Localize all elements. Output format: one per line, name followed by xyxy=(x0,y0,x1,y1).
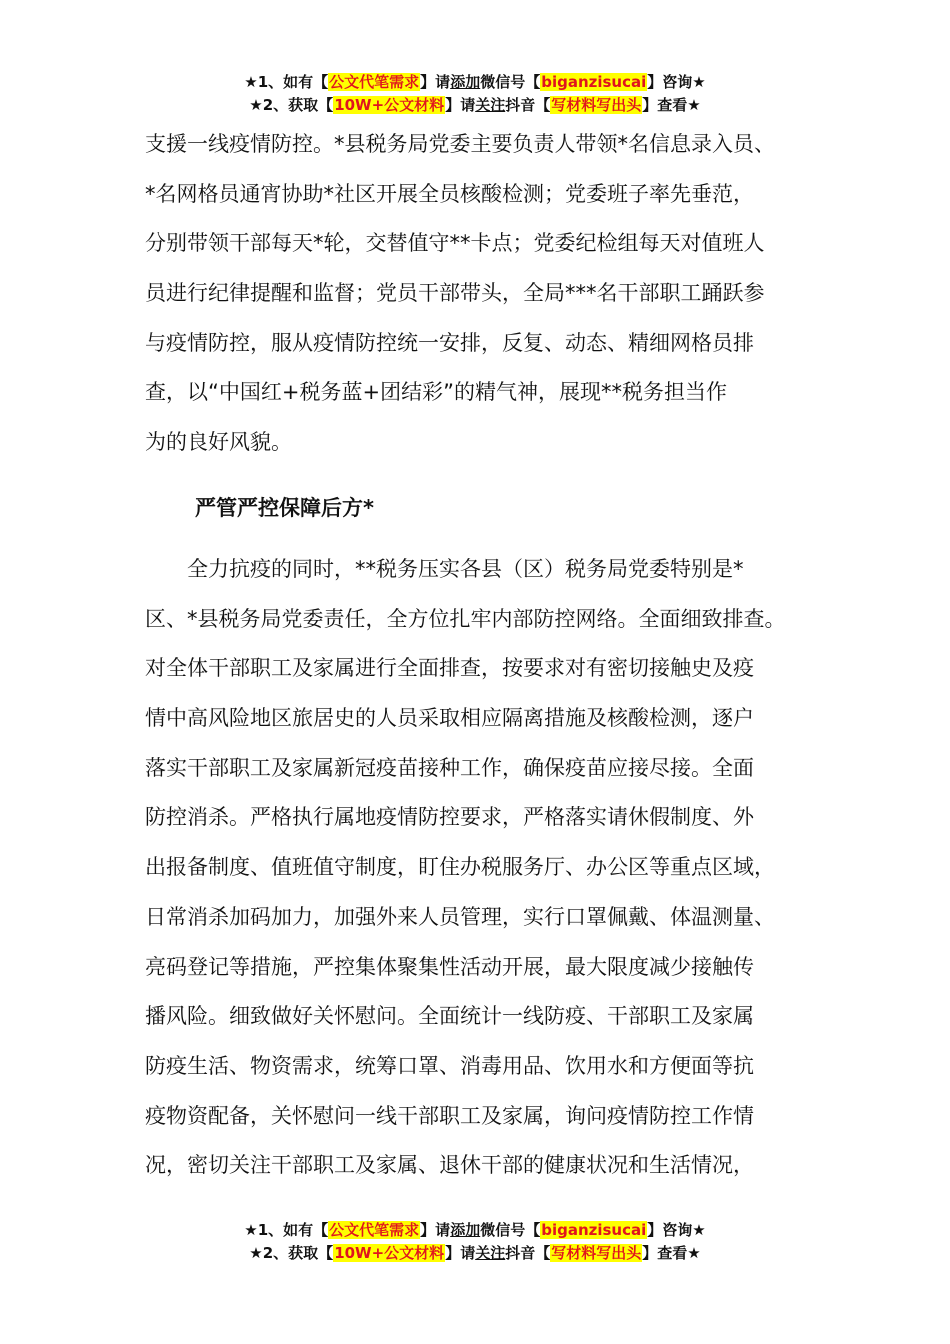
banner-text: ★1、如有【 xyxy=(244,1221,329,1239)
text-line: 支援一线疫情防控。*县税务局党委主要负责人带领*名信息录入员、 xyxy=(145,132,775,156)
text-line: 全力抗疫的同时，**税务压实各县（区）税务局党委特别是* xyxy=(145,557,744,581)
banner-text: 】请 xyxy=(420,1221,451,1239)
banner-text: ★2、获取【 xyxy=(249,96,334,114)
text-line: 亮码登记等措施，严控集体聚集性活动开展，最大限度减少接触传 xyxy=(145,954,754,979)
text-line: 情中高风险地区旅居史的人员采取相应隔离措施及核酸检测，逐户 xyxy=(145,706,754,731)
banner-emphasis: 关注 xyxy=(475,1244,506,1262)
banner-text: 】咨询★ xyxy=(647,73,706,91)
banner-line-2 xyxy=(0,1242,950,1265)
banner-highlight: 10W+公文材料 xyxy=(334,96,445,114)
text-line: 疫物资配备，关怀慰问一线干部职工及家属，询问疫情防控工作情 xyxy=(145,1103,754,1128)
section-heading: 严管严控保障后方* xyxy=(195,496,374,520)
paragraph-1 xyxy=(145,120,825,468)
banner-text: 】请 xyxy=(445,1244,476,1262)
banner-highlight: 10W+公文材料 xyxy=(334,1244,445,1262)
banner-line-1 xyxy=(0,71,950,94)
text-line: 防控消杀。严格执行属地疫情防控要求，严格落实请休假制度、外 xyxy=(145,805,754,830)
paragraph-2 xyxy=(145,545,825,1191)
text-line: 落实干部职工及家属新冠疫苗接种工作，确保疫苗应接尽接。全面 xyxy=(145,755,754,780)
footer-ad-banner xyxy=(0,1219,950,1265)
text-line: 员进行纪律提醒和监督；党员干部带头，全局***名干部职工踊跃参 xyxy=(145,281,765,306)
banner-highlight: 公文代笔需求 xyxy=(329,73,420,91)
banner-highlight: 写材料写出头 xyxy=(551,1244,642,1262)
text-line: 为的良好风貌。 xyxy=(145,430,292,455)
banner-emphasis: 关注 xyxy=(475,96,506,114)
banner-text: 】请 xyxy=(445,96,476,114)
banner-emphasis: 添加 xyxy=(450,73,481,91)
text-line: *名网格员通宵协助*社区开展全员核酸检测；党委班子率先垂范， xyxy=(145,181,754,206)
text-line: 播风险。细致做好关怀慰问。全面统计一线防疫、干部职工及家属 xyxy=(145,1004,754,1029)
text-line: 对全体干部职工及家属进行全面排查，按要求对有密切接触史及疫 xyxy=(145,656,754,681)
banner-text: 微信号【 xyxy=(480,1221,541,1239)
banner-text: ★1、如有【 xyxy=(244,73,329,91)
banner-text: 】请 xyxy=(420,73,451,91)
header-ad-banner xyxy=(0,71,950,117)
banner-highlight: biganzisucai xyxy=(541,1221,647,1239)
banner-text: 】查看★ xyxy=(642,96,701,114)
text-line: 区、*县税务局党委责任，全方位扎牢内部防控网络。全面细致排查。 xyxy=(145,606,786,631)
text-line: 与疫情防控，服从疫情防控统一安排，反复、动态、精细网格员排 xyxy=(145,330,754,355)
banner-text: 】咨询★ xyxy=(647,1221,706,1239)
text-line: 防疫生活、物资需求，统筹口罩、消毒用品、饮用水和方便面等抗 xyxy=(145,1053,754,1078)
text-line: 日常消杀加码加力，加强外来人员管理，实行口罩佩戴、体温测量、 xyxy=(145,904,775,929)
banner-line-2 xyxy=(0,94,950,117)
banner-highlight: biganzisucai xyxy=(541,73,647,91)
banner-highlight: 公文代笔需求 xyxy=(329,1221,420,1239)
banner-text: 】查看★ xyxy=(642,1244,701,1262)
banner-emphasis: 添加 xyxy=(450,1221,481,1239)
banner-text: ★2、获取【 xyxy=(249,1244,334,1262)
text-line: 出报备制度、值班值守制度，盯住办税服务厅、办公区等重点区域， xyxy=(145,855,775,880)
text-line: 分别带领干部每天*轮，交替值守**卡点；党委纪检组每天对值班人 xyxy=(145,231,765,256)
text-line: 查，以“中国红+税务蓝+团结彩”的精气神，展现**税务担当作 xyxy=(145,380,727,405)
banner-text: 抖音【 xyxy=(505,1244,551,1262)
text-line: 况，密切关注干部职工及家属、退休干部的健康状况和生活情况， xyxy=(145,1153,754,1178)
banner-text: 抖音【 xyxy=(505,96,551,114)
banner-highlight: 写材料写出头 xyxy=(551,96,642,114)
banner-text: 微信号【 xyxy=(480,73,541,91)
banner-line-1 xyxy=(0,1219,950,1242)
